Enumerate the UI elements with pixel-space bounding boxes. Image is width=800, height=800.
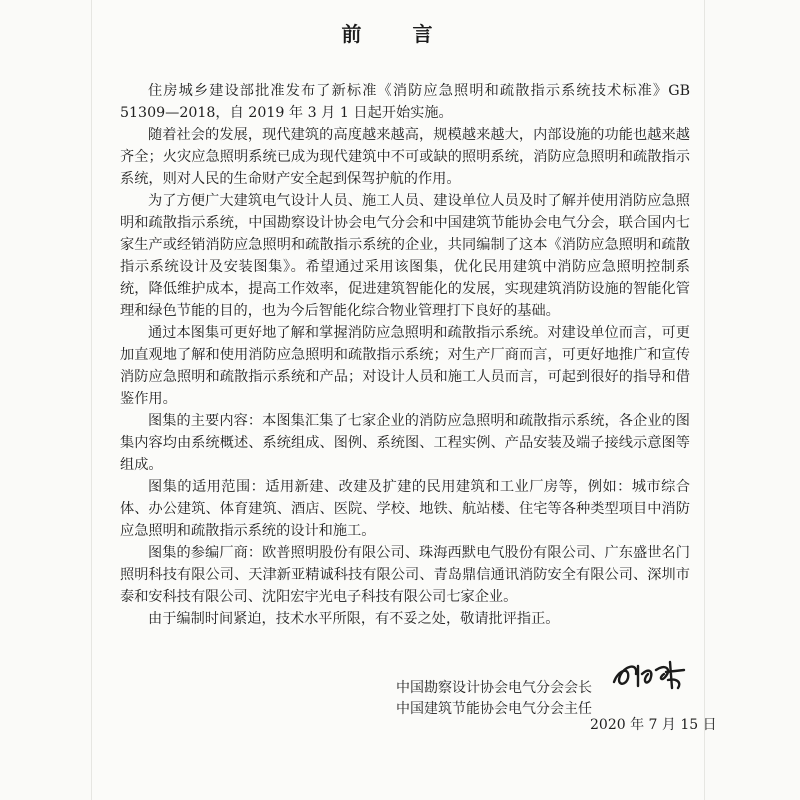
signoff-date: 2020 年 7 月 15 日 xyxy=(590,717,717,733)
paragraph: 由于编制时间紧迫，技术水平所限，有不妥之处，敬请批评指正。 xyxy=(148,611,560,627)
page-title: 前 言 xyxy=(341,22,455,46)
signoff-title-line-1: 中国勘察设计协会电气分会会长 xyxy=(396,680,592,696)
document-page xyxy=(92,0,717,800)
paragraph: 图集的参编厂商：欧普照明股份有限公司、珠海西默电气股份有限公司、广东盛世名门照明科技有限公司、天津新亚精诚科技有限公司、青岛鼎信通讯消防安全有限公司、深圳市泰和安科技有限公司、沈阳宏宇光电子科技有限公司七家企业。 xyxy=(120,545,690,605)
signoff-title-line-2: 中国建筑节能协会电气分会主任 xyxy=(396,701,592,717)
document-body xyxy=(120,80,690,630)
handwritten-signature xyxy=(608,652,698,696)
paragraph: 住房城乡建设部批准发布了新标准《消防应急照明和疏散指示系统技术标准》GB 51309—2018，自 2019 年 3 月 1 日起开始实施。 xyxy=(120,83,690,121)
paragraph: 图集的主要内容：本图集汇集了七家企业的消防应急照明和疏散指示系统，各企业的图集内容均由系统概述、系统组成、图例、系统图、工程实例、产品安装及端子接线示意图等组成。 xyxy=(120,413,690,473)
paragraph: 随着社会的发展，现代建筑的高度越来越高，规模越来越大，内部设施的功能也越来越齐全；火灾应急照明系统已成为现代建筑中不可或缺的照明系统，消防应急照明和疏散指示系统，则对人民的生命财产安全起到保驾护航的作用。 xyxy=(120,127,690,187)
paragraph: 通过本图集可更好地了解和掌握消防应急照明和疏散指示系统。对建设单位而言，可更加直观地了解和使用消防应急照明和疏散指示系统；对生产厂商而言，可更好地推广和宣传消防应急照明和疏散指示系统和产品；对设计人员和施工人员而言，可起到很好的指导和借鉴作用。 xyxy=(120,325,690,407)
paragraph: 图集的适用范围：适用新建、改建及扩建的民用建筑和工业厂房等，例如：城市综合体、办公建筑、体育建筑、酒店、医院、学校、地铁、航站楼、住宅等各种类型项目中消防应急照明和疏散指示系统的设计和施工。 xyxy=(120,479,690,539)
paragraph: 为了方便广大建筑电气设计人员、施工人员、建设单位人员及时了解并使用消防应急照明和疏散指示系统，中国勘察设计协会电气分会和中国建筑节能协会电气分会，联合国内七家生产或经销消防应急照明和疏散指示系统的企业，共同编制了这本《消防应急照明和疏散指示系统设计及安装图集》。希望通过采用该图集，优化民用建筑中消防应急照明控制系统，降低维护成本，提高工作效率，促进建筑智能化的发展，实现建筑消防设施的智能化管理和绿色节能的目的，也为今后智能化综合物业管理打下良好的基础。 xyxy=(120,193,690,319)
